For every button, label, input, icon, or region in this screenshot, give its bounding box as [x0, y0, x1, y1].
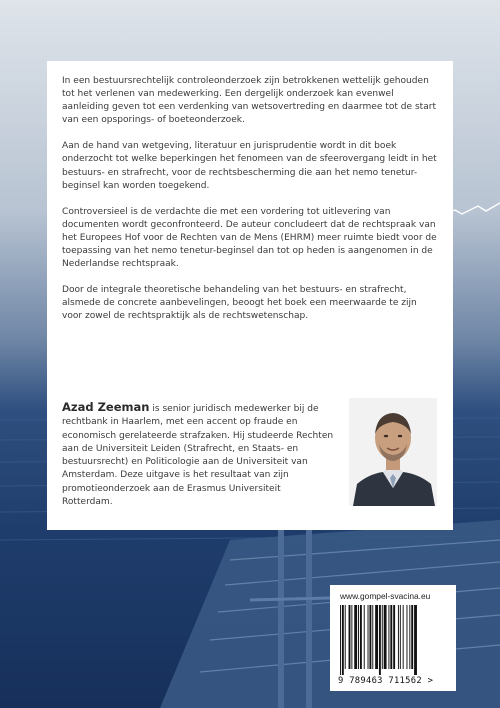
barcode-bar: [390, 605, 392, 669]
barcode-bar: [360, 605, 362, 669]
barcode-bar: [351, 605, 352, 669]
barcode-bar: [368, 605, 369, 669]
author-name: Azad Zeeman: [62, 400, 150, 414]
barcode-bar: [398, 605, 399, 669]
blurb-paragraph-3: Controversieel is de verdachte die met een vordering tot uitlevering van documenten wordt geconfronteerd. De auteur concludeert dat de rechtspraak van het Europees Hof voor de Rechten van de Mens (EHRM) meer ruimte biedt voor de toepassing van het nemo tenetur-beginsel dan tot op heden is aangenomen in de Nederlandse rechtspraak.: [62, 206, 437, 270]
barcode-bar: [379, 605, 381, 675]
barcode-bar: [345, 605, 346, 669]
barcode-bar: [369, 605, 371, 669]
blurb-paragraph-2: Aan de hand van wetgeving, literatuur en jurisprudentie wordt in dit boek onderzocht tot welke beperkingen het fenomeen van de sfeerovergang leidt in het bestuurs- en strafrecht, voor de rechtsbescherming die aan het nemo tenetur-beginsel kan worden toegekend.: [62, 141, 437, 191]
barcode-box: [330, 585, 456, 691]
isbn-number: [338, 676, 448, 686]
back-cover-text-panel: [47, 61, 453, 530]
author-bio: [62, 401, 334, 509]
barcode-bar: [372, 605, 373, 669]
publisher-url: www.gompel-svacina.eu: [340, 591, 431, 601]
barcode-bar: [388, 605, 389, 669]
barcode-bar: [400, 605, 401, 669]
blurb-paragraph-1: In een bestuursrechtelijk controleonderzoek zijn betrokkenen wettelijk gehouden tot het verlenen van medewerking. Een dergelijk onderzoek kan evenwel aanleiding geven tot een verdenking van wetsovertreding en daarmee tot de start van een opsporings- of boeteonderzoek.: [62, 76, 437, 126]
railing-post: [278, 530, 284, 708]
barcode-bar: [349, 605, 351, 669]
author-photo: [349, 398, 437, 506]
isbn-arrow: >: [427, 676, 434, 686]
barcode-bar: [358, 605, 359, 669]
barcode-bar: [375, 605, 378, 669]
barcode-bar: [411, 605, 413, 669]
barcode-bar: [414, 605, 417, 675]
barcode-bar: [403, 605, 404, 669]
barcode-bar: [382, 605, 383, 669]
barcode-bar: [364, 605, 365, 669]
isbn-barcode: [338, 605, 448, 675]
barcode-bar: [384, 605, 387, 669]
author-bio-text: is senior juridisch medewerker bij de rechtbank in Haarlem, met een accent op fraude en economisch gerelateerde strafzaken. Hij studeerde Rechten aan de Universiteit Leiden (Strafrecht, en Staats- en bestuursrecht) en Politicologie aan de Universiteit van Amsterdam. Deze uitgave is het resultaat van zijn promotieonderzoek aan de Erasmus Universiteit Rotterdam.: [62, 404, 334, 508]
barcode-bar: [354, 605, 357, 669]
barcode-bar: [340, 605, 341, 675]
barcode-bar: [409, 605, 410, 669]
railing-post: [306, 530, 312, 708]
barcode-bar: [407, 605, 408, 669]
blurb-paragraph-4: Door de integrale theoretische behandeling van het bestuurs- en strafrecht, alsmede de concrete aanbevelingen, beoogt het boek een meerwaarde te zijn voor zowel de rechtspraktijk als de rechtswetenschap.: [62, 285, 417, 322]
barcode-bar: [393, 605, 395, 669]
barcode-bar: [342, 605, 344, 675]
isbn-digits: 9 789463 711562: [338, 676, 422, 686]
